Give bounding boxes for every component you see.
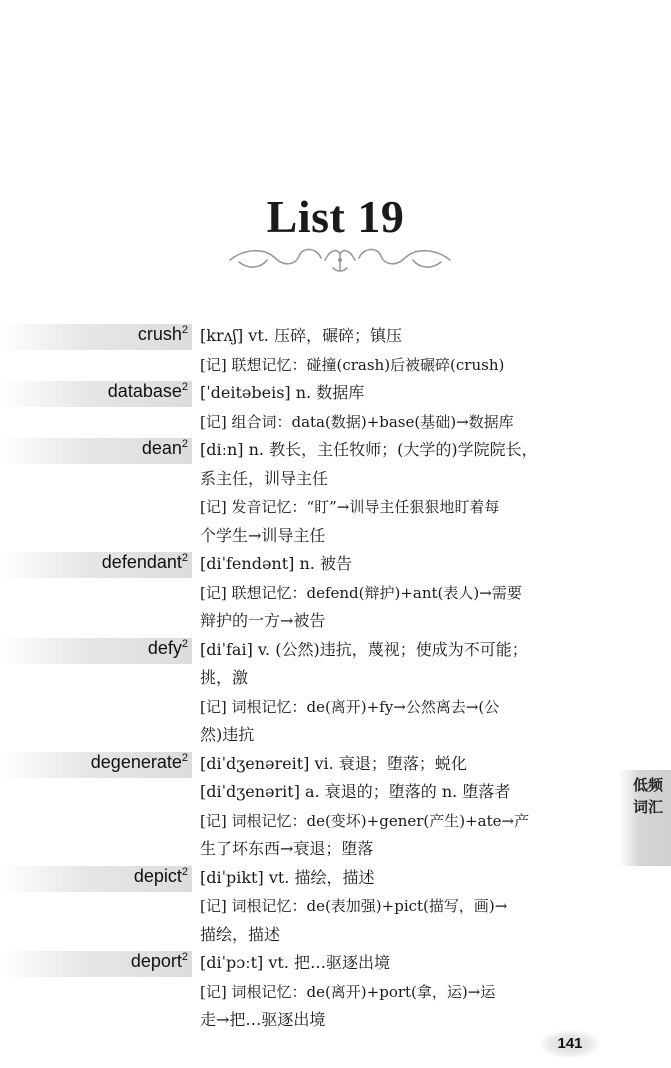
headword-text: defendant: [101, 552, 182, 572]
headword-frequency: 2: [181, 637, 188, 650]
definition-block: [200, 949, 600, 1035]
headword: [0, 866, 192, 892]
memory-note-line: [记] 联想记忆：碰撞(crash)后被碾碎(crush): [200, 355, 505, 374]
page-number: 141: [540, 1030, 600, 1058]
definition-line: [krʌʃ] vt. 压碎，碾碎；镇压: [200, 326, 402, 345]
headword: [0, 752, 192, 778]
memory-note-line: [记] 词根记忆：de(离开)+fy→公然离去→(公: [200, 697, 500, 716]
headword-text: depict: [133, 865, 182, 886]
definition-line: 挑，激: [200, 668, 249, 687]
headword-text: database: [107, 381, 182, 401]
headword-frequency: 2: [181, 552, 188, 564]
definition-line: [diˈfendənt] n. 被告: [200, 554, 352, 573]
headword-frequency: 2: [181, 865, 188, 878]
definition-line: 描绘，描述: [200, 924, 281, 944]
definition-line: [diˈpikt] vt. 描绘，描述: [200, 867, 375, 887]
definition-block: [200, 322, 600, 379]
headword-frequency: 2: [181, 381, 188, 393]
definition-line: [diˈpɔːt] vt. 把…驱逐出境: [200, 953, 390, 972]
definition-block: [200, 436, 600, 550]
definition-line: 辩护的一方→被告: [200, 611, 326, 630]
headword-frequency: 2: [181, 951, 188, 963]
headword: [0, 324, 192, 350]
page-title: List 19: [266, 191, 405, 242]
entry-degenerate: [0, 750, 671, 864]
memory-note-line: [记] 联想记忆：defend(辩护)+ant(表人)→需要: [200, 583, 522, 602]
memory-note-line: [记] 词根记忆：de(变坏)+gener(产生)+ate→产: [200, 811, 530, 830]
headword-text: dean: [141, 438, 182, 458]
headword: [0, 438, 192, 464]
memory-note-line: [记] 发音记忆：“盯”→训导主任狠狠地盯着每: [200, 498, 500, 516]
definition-line: [ˈdeitəbeis] n. 数据库: [200, 383, 365, 402]
headword: [0, 638, 192, 664]
definition-line: 个学生→训导主任: [200, 525, 326, 545]
entry-crush: [0, 322, 671, 379]
headword-text: degenerate: [90, 751, 182, 772]
headword-text: crush: [137, 324, 182, 344]
definition-block: [200, 750, 600, 864]
headword: [0, 381, 192, 407]
definition-block: [200, 550, 600, 636]
definition-block: [200, 379, 600, 436]
entry-deport: [0, 949, 671, 1035]
headword: [0, 951, 192, 977]
definition-line: [diˈdʒenərit] a. 衰退的；堕落的 n. 堕落者: [200, 782, 511, 801]
entry-dean: [0, 436, 671, 550]
definition-line: [diːn] n. 教长，主任牧师；(大学的)学院院长，: [200, 440, 538, 459]
entry-database: [0, 379, 671, 436]
entry-list: [0, 322, 671, 1035]
headword: [0, 552, 192, 578]
headword-frequency: 2: [181, 751, 188, 764]
definition-line: [diˈfai] v. (公然)违抗，蔑视；使成为不可能；: [200, 639, 528, 659]
headword-text: deport: [130, 951, 182, 971]
section-side-tab: [619, 770, 671, 866]
side-tab-label: 低频词汇: [633, 776, 664, 816]
entry-defy: [0, 636, 671, 750]
memory-note-line: [记] 词根记忆：de(离开)+port(拿，运)→运: [200, 982, 496, 1001]
memory-note-line: [记] 组合词：data(数据)+base(基础)→数据库: [200, 412, 514, 431]
headword-frequency: 2: [181, 438, 188, 450]
definition-block: [200, 636, 600, 750]
headword-frequency: 2: [181, 324, 188, 336]
headword-text: defy: [147, 637, 182, 658]
definition-block: [200, 864, 600, 950]
definition-line: 然)违抗: [200, 725, 255, 744]
memory-note-line: [记] 词根记忆：de(表加强)+pict(描写，画)→: [200, 897, 508, 915]
definition-line: [diˈdʒenəreit] vi. 衰退；堕落；蜕化: [200, 753, 467, 773]
definition-line: 走→把…驱逐出境: [200, 1010, 326, 1029]
definition-line: 系主任，训导主任: [200, 468, 329, 488]
definition-line: 生了坏东西→衰退；堕落: [200, 839, 374, 858]
entry-defendant: [0, 550, 671, 636]
ornament-divider-icon: [225, 240, 455, 276]
entry-depict: [0, 864, 671, 950]
